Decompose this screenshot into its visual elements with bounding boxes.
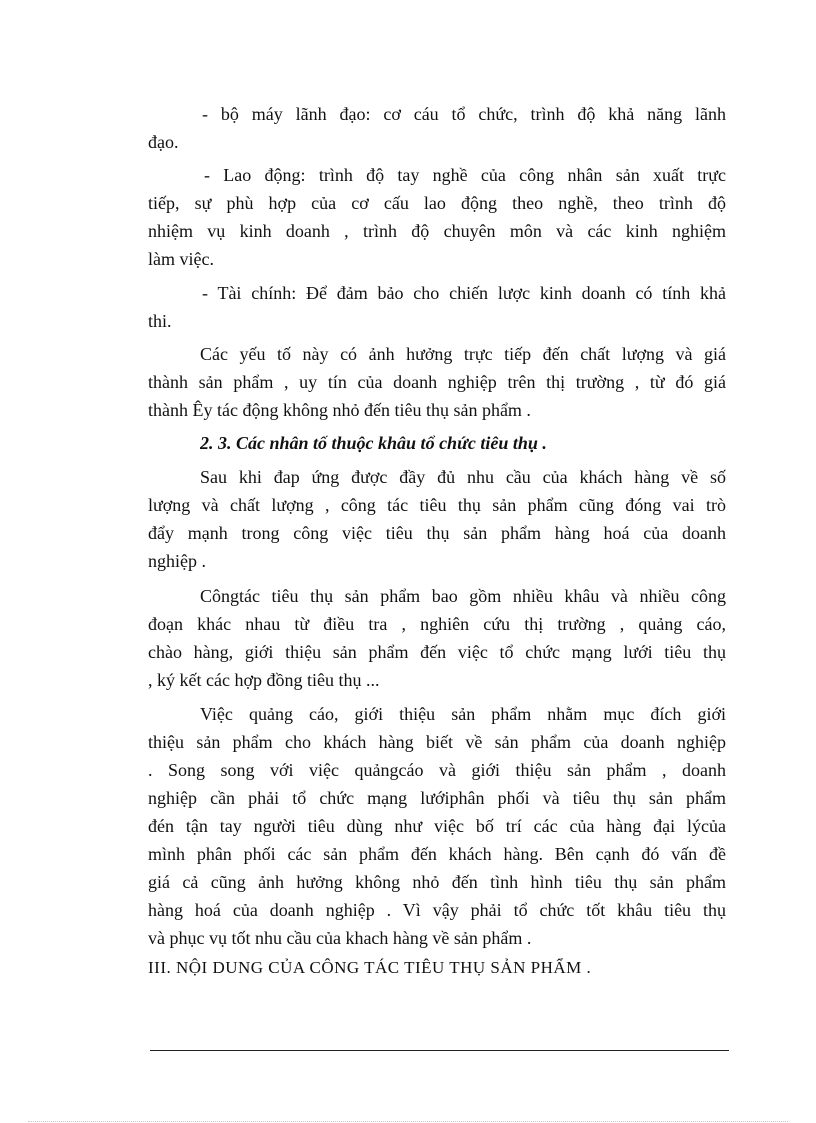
footer-rule	[150, 1050, 729, 1051]
text-line: - bộ máy lãnh đạo: cơ cáu tổ chức, trình độ khả năng lãnh	[202, 104, 726, 124]
text-line: thành Êy tác động không nhỏ đến tiêu thụ sản phẩm .	[148, 400, 531, 420]
text-line: làm việc.	[148, 249, 214, 269]
text-line: giá cả cũng ảnh hưởng không nhỏ đến tình hình tiêu thụ sản phẩm	[148, 872, 726, 892]
text-line: Các yếu tố này có ảnh hưởng trực tiếp đến chất lượng và giá	[200, 344, 726, 364]
text-line: thành sản phẩm , uy tín của doanh nghiệp trên thị trường , từ đó giá	[148, 372, 726, 392]
text-line: nhiệm vụ kinh doanh , trình độ chuyên môn và các kinh nghiệm	[148, 221, 726, 241]
text-line: Côngtác tiêu thụ sản phẩm bao gồm nhiều khâu và nhiều công	[200, 586, 726, 606]
text-line: đoạn khác nhau từ điều tra , nghiên cứu thị trường , quảng cáo,	[148, 614, 726, 634]
text-line: chào hàng, giới thiệu sản phẩm đến việc tổ chức mạng lưới tiêu thụ	[148, 642, 726, 662]
text-line: tiếp, sự phù hợp của cơ cấu lao động theo nghề, theo trình độ	[148, 193, 726, 213]
text-line: thi.	[148, 311, 172, 331]
text-line: Việc quảng cáo, giới thiệu sản phẩm nhằm mục đích giới	[200, 704, 726, 724]
text-line: lượng và chất lượng , công tác tiêu thụ sản phẩm cũng đóng vai trò	[148, 495, 726, 515]
text-line: - Lao động: trình độ tay nghề của công nhân sản xuất trực	[204, 165, 726, 185]
text-line: hàng hoá của doanh nghiệp . Vì vậy phải tổ chức tốt khâu tiêu thụ	[148, 900, 726, 920]
text-line: thiệu sản phẩm cho khách hàng biết về sản phẩm của doanh nghiệp	[148, 732, 726, 752]
section-heading: III. NỘI DUNG CỦA CÔNG TÁC TIÊU THỤ SẢN PHẨM .	[148, 958, 592, 977]
text-line: - Tài chính: Để đảm bảo cho chiến lược kinh doanh có tính khả	[202, 283, 726, 303]
text-line: . Song song với việc quảngcáo và giới thiệu sản phẩm , doanh	[148, 760, 726, 780]
text-line: đạo.	[148, 132, 179, 152]
text-line: nghiệp cần phải tổ chức mạng lướiphân phối và tiêu thụ sản phẩm	[148, 788, 726, 808]
text-line: Sau khi đap ứng được đầy đủ nhu cầu của khách hàng về số	[200, 467, 726, 487]
text-line: , ký kết các hợp đồng tiêu thụ ...	[148, 670, 380, 690]
text-line: đén tận tay người tiêu dùng như việc bố trí các của hàng đại lýcủa	[148, 816, 726, 836]
text-line: nghiệp .	[148, 551, 206, 571]
text-line: và phục vụ tốt nhu cầu của khach hàng về sản phẩm .	[148, 928, 532, 948]
text-line: mình phân phối các sản phẩm đến khách hàng. Bên cạnh đó vấn đề	[148, 844, 726, 864]
page-edge-dotted-line	[28, 1121, 788, 1122]
subsection-heading: 2. 3. Các nhân tố thuộc khâu tổ chức tiêu thụ .	[200, 433, 547, 453]
text-line: đẩy mạnh trong công việc tiêu thụ sản phẩm hàng hoá của doanh	[148, 523, 726, 543]
